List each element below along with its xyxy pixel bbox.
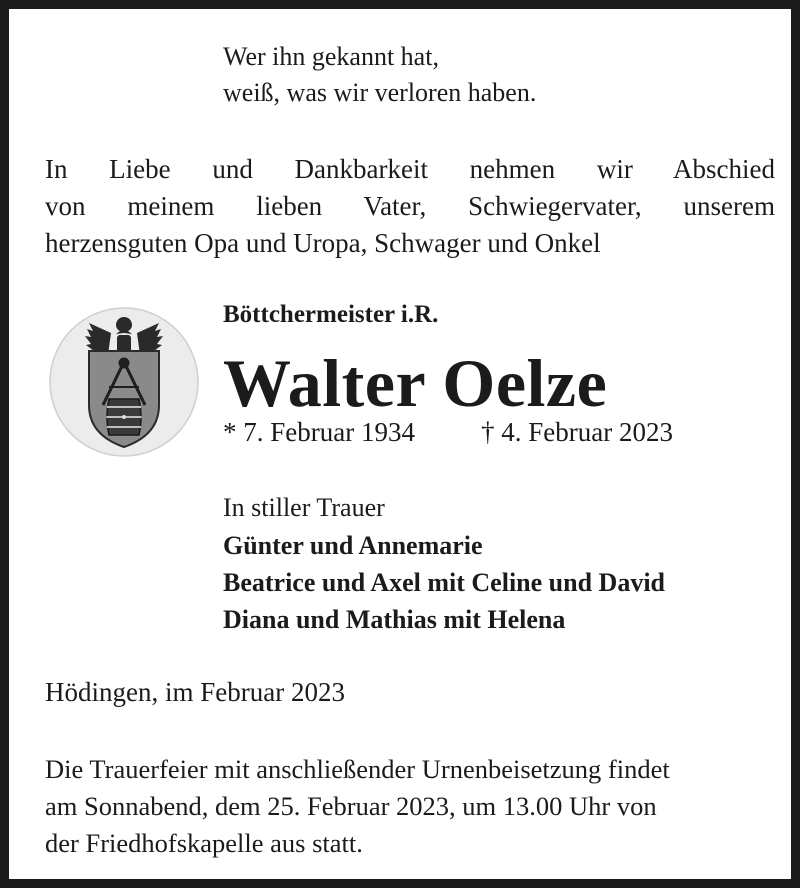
deceased-title: Böttchermeister i.R. [223, 301, 439, 328]
verse-line-2: weiß, was wir verloren haben. [223, 78, 537, 107]
mourner-line-1: Günter und Annemarie [223, 531, 483, 560]
deceased-name: Walter Oelze [223, 345, 608, 421]
mourner-line-2: Beatrice und Axel mit Celine und David [223, 568, 666, 597]
funeral-line-2: am Sonnabend, dem 25. Februar 2023, um 13.00 Uhr von [45, 791, 657, 821]
funeral-line-3: der Friedhofskapelle aus statt. [45, 828, 363, 858]
funeral-line-1: Die Trauerfeier mit anschließender Urnenbeisetzung findet [45, 754, 670, 784]
intro-line-2: von meinem lieben Vater, Schwiegervater, unserem [45, 191, 775, 221]
death-date: † 4. Februar 2023 [481, 417, 673, 447]
intro-paragraph [45, 151, 775, 262]
mourner-line-3: Diana und Mathias mit Helena [223, 605, 566, 634]
birth-date: * 7. Februar 1934 [223, 417, 415, 447]
mourning-heading: In stiller Trauer [223, 493, 385, 522]
intro-line-1: In Liebe und Dankbarkeit nehmen wir Abschied [45, 154, 775, 184]
coat-of-arms-icon [49, 307, 199, 457]
intro-line-3: herzensguten Opa und Uropa, Schwager und Onkel [45, 228, 601, 258]
place-and-date: Hödingen, im Februar 2023 [45, 677, 345, 707]
verse-line-1: Wer ihn gekannt hat, [223, 42, 439, 71]
